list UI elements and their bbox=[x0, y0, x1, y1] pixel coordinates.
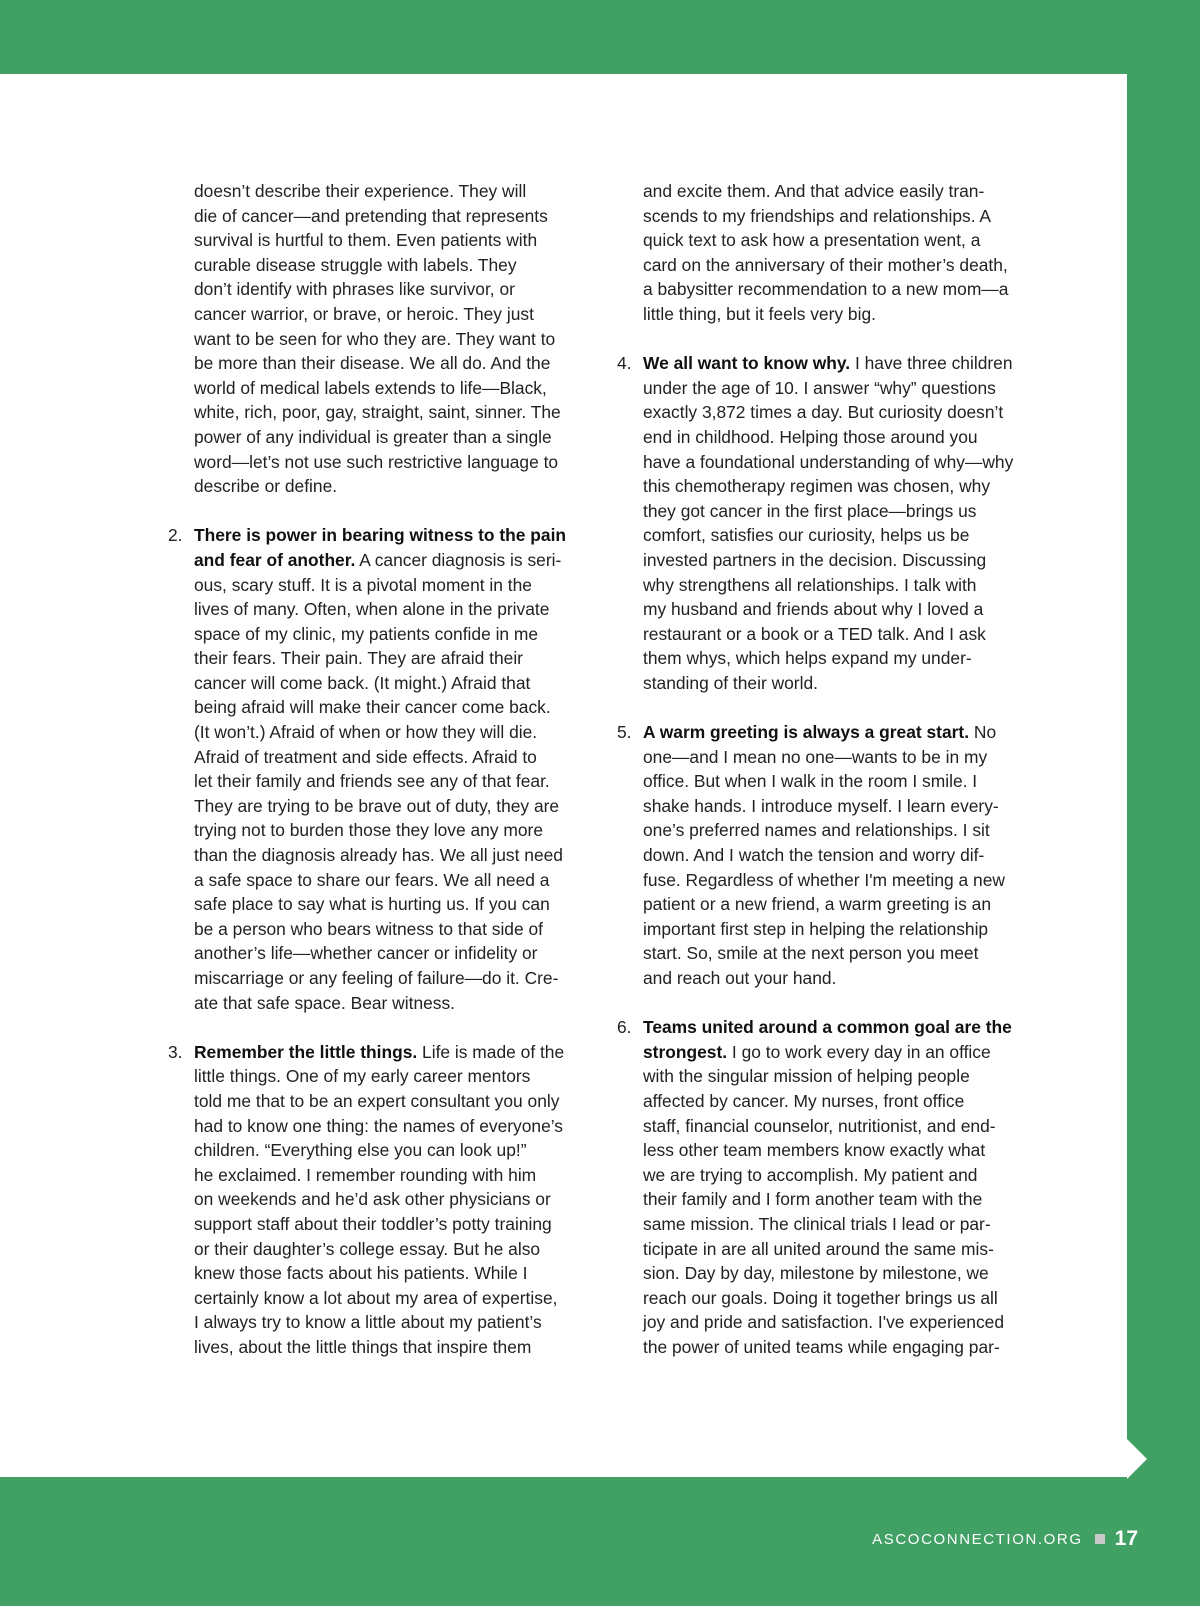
text-line: world of medical labels extends to life—Black, bbox=[194, 377, 547, 398]
text-line: the power of united teams while engaging par- bbox=[643, 1336, 1000, 1357]
text-line: doesn’t describe their experience. They will bbox=[194, 181, 527, 201]
text-line: little thing, but it feels very big. bbox=[643, 303, 876, 324]
text-line: another’s life—whether cancer or infidelity or bbox=[194, 943, 538, 964]
text-run: No bbox=[969, 722, 997, 743]
text-line: on weekends and he’d ask other physicians or bbox=[194, 1189, 551, 1210]
list-item-6 bbox=[617, 1015, 1043, 1359]
list-item-5 bbox=[617, 720, 1043, 991]
text-line: restaurant or a book or a TED talk. And I ask bbox=[643, 623, 986, 644]
text-line: cancer will come back. (It might.) Afraid that bbox=[194, 672, 531, 693]
text-line: comfort, satisfies our curiosity, helps us be bbox=[643, 525, 970, 546]
text-run: I have three children bbox=[850, 353, 1013, 374]
text-line: sion. Day by day, milestone by milestone, we bbox=[643, 1263, 989, 1284]
text-line: die of cancer—and pretending that represents bbox=[194, 205, 548, 226]
text-line: this chemotherapy regimen was chosen, why bbox=[643, 476, 991, 497]
text-line: them whys, which helps expand my under- bbox=[643, 648, 972, 669]
text-line: want to be seen for who they are. They want to bbox=[194, 328, 556, 349]
item-heading: A warm greeting is always a great start. bbox=[643, 722, 970, 743]
text-line: space of my clinic, my patients confide in me bbox=[194, 623, 539, 644]
text-run: A cancer diagnosis is seri- bbox=[355, 549, 562, 570]
text-line: let their family and friends see any of that fear. bbox=[194, 771, 550, 792]
text-line: important first step in helping the relationship bbox=[643, 918, 989, 939]
text-line: describe or define. bbox=[194, 476, 338, 497]
text-line: patient or a new friend, a warm greeting is an bbox=[643, 894, 991, 915]
text-line: ate that safe space. Bear witness. bbox=[194, 992, 456, 1013]
text-line: their family and I form another team with the bbox=[643, 1189, 983, 1210]
text-line: one—and I mean no one—wants to be in my bbox=[643, 746, 988, 767]
text-line: why strengthens all relationships. I talk with bbox=[643, 574, 977, 595]
text-line: curable disease struggle with labels. They bbox=[194, 254, 517, 275]
text-line: shake hands. I introduce myself. I learn every- bbox=[643, 795, 999, 816]
list-item-4 bbox=[617, 351, 1043, 695]
intro-paragraph-right bbox=[643, 179, 1043, 327]
text-line: a babysitter recommendation to a new mom—a bbox=[643, 279, 1009, 300]
page-corner-arrow bbox=[1127, 1439, 1147, 1479]
list-number: 5. bbox=[617, 722, 632, 743]
text-line: survival is hurtful to them. Even patients with bbox=[194, 230, 538, 251]
text-line: little things. One of my early career mentors bbox=[194, 1066, 531, 1087]
text-run: I go to work every day in an office bbox=[727, 1041, 991, 1062]
text-line: same mission. The clinical trials I lead or par- bbox=[643, 1213, 991, 1234]
list-number: 2. bbox=[168, 525, 183, 546]
text-line: white, rich, poor, gay, straight, saint, sinner. The bbox=[194, 402, 561, 423]
page-number: 17 bbox=[1114, 1527, 1138, 1550]
list-number: 3. bbox=[168, 1041, 183, 1062]
text-line: told me that to be an expert consultant you only bbox=[194, 1090, 560, 1111]
text-line: cancer warrior, or brave, or heroic. They just bbox=[194, 303, 534, 324]
text-line: and excite them. And that advice easily tran- bbox=[643, 181, 985, 201]
item-heading: and fear of another. bbox=[194, 549, 356, 570]
text-line: one’s preferred names and relationships. I sit bbox=[643, 820, 990, 841]
text-line: he exclaimed. I remember rounding with him bbox=[194, 1164, 537, 1185]
text-line: invested partners in the decision. Discussing bbox=[643, 549, 987, 570]
text-line: knew those facts about his patients. While I bbox=[194, 1263, 528, 1284]
left-column bbox=[168, 179, 594, 1360]
item-heading: Remember the little things. bbox=[194, 1041, 418, 1062]
site-url[interactable]: ASCOCONNECTION.ORG bbox=[872, 1530, 1083, 1548]
separator-square-icon bbox=[1095, 1534, 1105, 1544]
text-line: their fears. Their pain. They are afraid their bbox=[194, 648, 523, 669]
text-line: ticipate in are all united around the same mis- bbox=[643, 1238, 994, 1259]
text-line: children. “Everything else you can look up!” bbox=[194, 1140, 527, 1161]
page-footer bbox=[872, 1527, 1138, 1551]
list-number: 6. bbox=[617, 1017, 632, 1038]
text-line: have a foundational understanding of why—why bbox=[643, 451, 1014, 472]
text-line: quick text to ask how a presentation went, a bbox=[643, 230, 981, 251]
text-line: safe place to say what is hurting us. If you can bbox=[194, 894, 550, 915]
text-line: joy and pride and satisfaction. I've experienced bbox=[643, 1312, 1005, 1333]
text-line: less other team members know exactly what bbox=[643, 1140, 986, 1161]
text-line: end in childhood. Helping those around you bbox=[643, 426, 978, 447]
text-line: with the singular mission of helping people bbox=[643, 1066, 970, 1087]
text-line: They are trying to be brave out of duty, they are bbox=[194, 795, 560, 816]
text-line: (It won’t.) Afraid of when or how they will die. bbox=[194, 722, 538, 743]
text-line: scends to my friendships and relationships. A bbox=[643, 205, 991, 226]
text-line: under the age of 10. I answer “why” questions bbox=[643, 377, 996, 398]
text-line: power of any individual is greater than a single bbox=[194, 426, 552, 447]
list-number: 4. bbox=[617, 353, 632, 374]
list-item-2 bbox=[168, 523, 594, 1015]
text-line: fuse. Regardless of whether I'm meeting a new bbox=[643, 869, 1005, 890]
item-heading: strongest. bbox=[643, 1041, 728, 1062]
text-line: reach our goals. Doing it together brings us all bbox=[643, 1287, 998, 1308]
text-line: my husband and friends about why I loved a bbox=[643, 599, 984, 620]
text-line: a safe space to share our fears. We all need a bbox=[194, 869, 550, 890]
text-line: we are trying to accomplish. My patient and bbox=[643, 1164, 978, 1185]
text-line: staff, financial counselor, nutritionist, and end- bbox=[643, 1115, 996, 1136]
text-line: Afraid of treatment and side effects. Afraid to bbox=[194, 746, 537, 767]
text-line: had to know one thing: the names of everyone’s bbox=[194, 1115, 563, 1136]
text-line: don’t identify with phrases like survivor, or bbox=[194, 279, 515, 300]
text-line: be more than their disease. We all do. And the bbox=[194, 353, 551, 374]
text-line: support staff about their toddler’s potty training bbox=[194, 1213, 552, 1234]
text-line: lives, about the little things that inspire them bbox=[194, 1336, 532, 1357]
text-line: or their daughter’s college essay. But he also bbox=[194, 1238, 541, 1259]
item-heading: We all want to know why. bbox=[643, 353, 851, 374]
text-line: they got cancer in the first place—brings us bbox=[643, 500, 977, 521]
text-line: I always try to know a little about my patient’s bbox=[194, 1312, 542, 1333]
item-heading: Teams united around a common goal are the bbox=[643, 1017, 1012, 1038]
text-line: card on the anniversary of their mother’s death, bbox=[643, 254, 1008, 275]
text-line: lives of many. Often, when alone in the private bbox=[194, 599, 550, 620]
text-line: miscarriage or any feeling of failure—do it. Cre- bbox=[194, 968, 559, 988]
text-line: ous, scary stuff. It is a pivotal moment in the bbox=[194, 574, 532, 595]
text-line: be a person who bears witness to that side of bbox=[194, 918, 543, 939]
text-line: exactly 3,872 times a day. But curiosity doesn’t bbox=[643, 402, 1004, 423]
text-line: standing of their world. bbox=[643, 672, 818, 693]
text-line: trying not to burden those they love any more bbox=[194, 820, 543, 841]
text-line: start. So, smile at the next person you meet bbox=[643, 943, 979, 964]
text-line: than the diagnosis already has. We all just need bbox=[194, 845, 563, 866]
text-line: and reach out your hand. bbox=[643, 968, 837, 988]
list-item-3 bbox=[168, 1040, 594, 1360]
text-run: Life is made of the bbox=[417, 1041, 565, 1062]
text-line: office. But when I walk in the room I smile. I bbox=[643, 771, 978, 792]
text-line: affected by cancer. My nurses, front office bbox=[643, 1090, 965, 1111]
right-column bbox=[617, 179, 1043, 1360]
text-line: being afraid will make their cancer come back. bbox=[194, 697, 551, 718]
item-heading: There is power in bearing witness to the pain bbox=[194, 525, 567, 546]
text-line: certainly know a lot about my area of expertise, bbox=[194, 1287, 558, 1308]
text-line: word—let’s not use such restrictive language to bbox=[194, 451, 559, 472]
text-line: down. And I watch the tension and worry dif- bbox=[643, 845, 985, 866]
intro-paragraph-left bbox=[194, 179, 594, 499]
